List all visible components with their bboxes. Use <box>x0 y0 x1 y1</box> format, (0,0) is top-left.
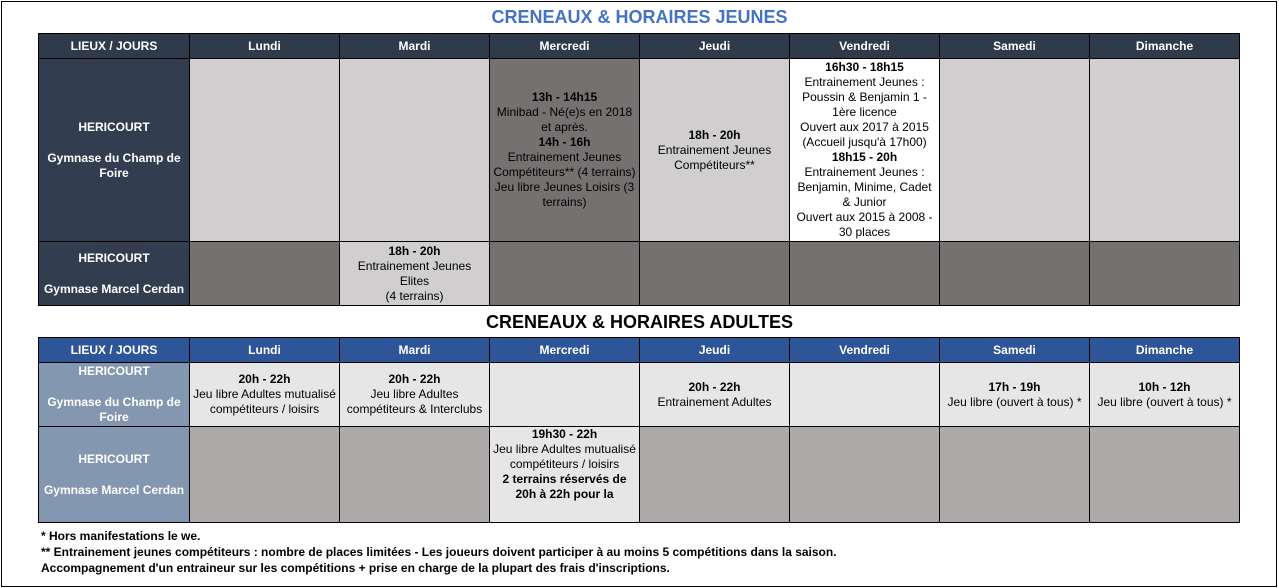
slot-time: 20h - 22h <box>688 379 741 394</box>
slot-dimanche <box>1090 242 1240 306</box>
slot-vendredi <box>790 363 940 427</box>
title-creneaux-adultes: CRENEAUX & HORAIRES ADULTES <box>485 312 794 332</box>
slot-jeudi <box>640 242 790 306</box>
slot-lundi <box>190 363 340 427</box>
slot-description: Jeu libre Adultes mutualisé compétiteurs / loisirs <box>193 387 336 416</box>
slot-mercredi <box>490 363 640 427</box>
header-samedi: Samedi <box>940 34 1090 59</box>
slot-time: 14h - 16h <box>538 135 591 149</box>
header-mercredi: Mercredi <box>490 338 640 363</box>
slot-time: 17h - 19h <box>988 379 1041 394</box>
slot-vendredi <box>790 242 940 306</box>
location-place: Gymnase du Champ de Foire <box>47 395 181 424</box>
table-row <box>39 427 1240 523</box>
schedule-table-adultes <box>38 337 1240 523</box>
slot-description: Entrainement Jeunes Compétiteurs** <box>657 142 772 172</box>
location-name: HERICOURT <box>78 451 150 466</box>
slot-dimanche <box>1090 363 1240 427</box>
slot-description: (4 terrains) <box>385 288 444 303</box>
table-row <box>39 59 1240 242</box>
header-lundi: Lundi <box>190 34 340 59</box>
header-dimanche: Dimanche <box>1090 34 1240 59</box>
location-place: Gymnase du Champ de Foire <box>47 150 181 180</box>
schedule-table-jeunes <box>38 33 1240 306</box>
header-row <box>39 338 1240 363</box>
title-creneaux-jeunes: CRENEAUX & HORAIRES JEUNES <box>491 7 788 27</box>
slot-jeudi <box>640 363 790 427</box>
location-name: HERICOURT <box>78 364 150 378</box>
header-row <box>39 34 1240 59</box>
footnote: Accompagnement d'un entraineur sur les compétitions + prise en charge de la plupart des frais d'inscriptions. <box>41 561 670 575</box>
location-name: HERICOURT <box>78 119 150 134</box>
slot-time: 20h - 22h <box>388 372 441 386</box>
slot-samedi <box>940 59 1090 242</box>
header-mardi: Mardi <box>340 34 490 59</box>
header-lieux-jours: LIEUX / JOURS <box>39 34 190 59</box>
header-jeudi: Jeudi <box>640 338 790 363</box>
footnote: ** Entrainement jeunes compétiteurs : nombre de places limitées - Les joueurs doivent participer à au moins 5 compétitions dans la saison. <box>41 545 837 559</box>
header-lundi: Lundi <box>190 338 340 363</box>
location-cell <box>39 363 190 427</box>
location-cell <box>39 242 190 306</box>
slot-time: 19h30 - 22h <box>531 427 598 441</box>
header-jeudi: Jeudi <box>640 34 790 59</box>
slot-mardi <box>340 427 490 523</box>
slot-description: Jeu libre Adultes compétiteurs & Interclubs <box>346 387 483 416</box>
slot-samedi <box>940 242 1090 306</box>
slot-description: Entrainement Jeunes : Benjamin, Minime, Cadet & Junior <box>797 165 932 209</box>
header-vendredi: Vendredi <box>790 338 940 363</box>
location-cell <box>39 427 190 523</box>
slot-description: Jeu libre (ouvert à tous) * <box>947 394 1082 409</box>
slot-description: Ouvert aux 2017 à 2015 (Accueil jusqu'à 17h00) <box>800 120 929 149</box>
slot-description: Jeu libre (ouvert à tous) * <box>1097 394 1232 409</box>
slot-mercredi <box>490 242 640 306</box>
location-place: Gymnase Marcel Cerdan <box>43 482 185 497</box>
slot-vendredi <box>790 427 940 523</box>
header-mardi: Mardi <box>340 338 490 363</box>
slot-dimanche <box>1090 59 1240 242</box>
slot-description: Entrainement Jeunes Elites <box>357 258 472 288</box>
slot-vendredi <box>790 59 940 242</box>
table-row <box>39 242 1240 306</box>
slot-lundi <box>190 59 340 242</box>
slot-time: 20h - 22h <box>238 372 291 386</box>
footnotes <box>41 528 837 576</box>
slot-description: Entrainement Adultes <box>657 394 772 409</box>
slot-samedi <box>940 363 1090 427</box>
slot-mercredi <box>490 59 640 242</box>
header-dimanche: Dimanche <box>1090 338 1240 363</box>
slot-description: Jeu libre Jeunes Loisirs (3 terrains) <box>494 180 635 209</box>
slot-description: 2 terrains réservés de 20h à 22h pour la <box>502 472 627 501</box>
slot-time: 18h15 - 20h <box>831 150 898 164</box>
slot-description: Ouvert aux 2015 à 2008 - 30 places <box>796 210 933 239</box>
slot-mardi <box>340 363 490 427</box>
footnote: * Hors manifestations le we. <box>41 529 201 543</box>
slot-dimanche <box>1090 427 1240 523</box>
slot-mardi <box>340 242 490 306</box>
slot-time: 16h30 - 18h15 <box>825 60 904 74</box>
slot-time: 10h - 12h <box>1138 379 1191 394</box>
slot-description: Entrainement Jeunes Compétiteurs** (4 terrains) <box>493 150 636 179</box>
slot-time: 18h - 20h <box>688 127 741 142</box>
slot-samedi <box>940 427 1090 523</box>
slot-time: 18h - 20h <box>388 243 441 258</box>
slot-mercredi <box>490 427 640 523</box>
header-vendredi: Vendredi <box>790 34 940 59</box>
slot-description: Entrainement Jeunes : Poussin & Benjamin 1 - 1ère licence <box>802 75 927 119</box>
location-name: HERICOURT <box>78 250 150 265</box>
slot-time: 13h - 14h15 <box>531 90 598 104</box>
slot-description: Jeu libre Adultes mutualisé compétiteurs / loisirs <box>493 442 636 471</box>
header-mercredi: Mercredi <box>490 34 640 59</box>
slot-mardi <box>340 59 490 242</box>
header-lieux-jours: LIEUX / JOURS <box>39 338 190 363</box>
slot-lundi <box>190 242 340 306</box>
table-row <box>39 363 1240 427</box>
slot-lundi <box>190 427 340 523</box>
header-samedi: Samedi <box>940 338 1090 363</box>
slot-jeudi <box>640 59 790 242</box>
location-place: Gymnase Marcel Cerdan <box>43 281 185 296</box>
location-cell <box>39 59 190 242</box>
slot-jeudi <box>640 427 790 523</box>
slot-description: Minibad - Né(e)s en 2018 et après. <box>496 105 633 134</box>
